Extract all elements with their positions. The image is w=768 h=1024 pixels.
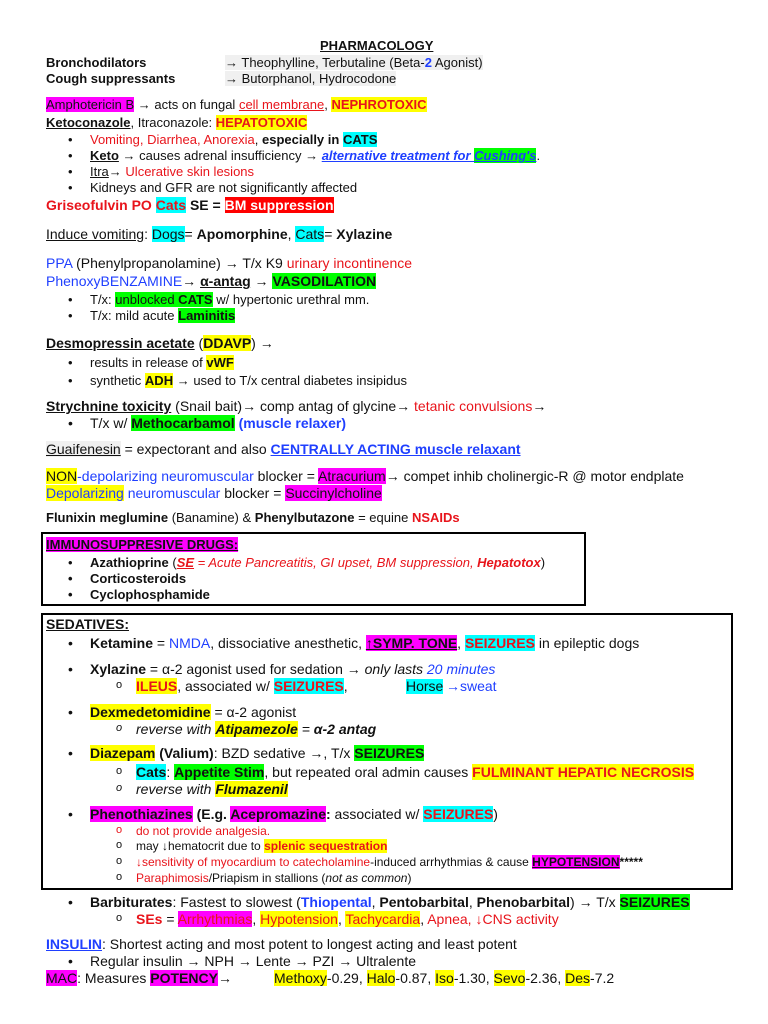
barb-mid: : Fastest to slowest ( xyxy=(172,894,301,910)
sed-dexmed-sub xyxy=(136,722,376,737)
phenoxy-arrow2: → xyxy=(250,273,273,289)
sed-diaz-sub2 xyxy=(136,782,288,797)
sed-ketamine xyxy=(90,636,639,651)
dexmed-sub-pre: reverse with xyxy=(136,721,216,737)
keto-b2-dot: . xyxy=(536,148,541,163)
diaz-colon: : xyxy=(166,764,175,780)
keto-b2-cushings: Cushing's xyxy=(474,148,537,163)
barb-tachy: Tachycardia xyxy=(345,911,421,927)
keto-rest: , Itraconazole: xyxy=(130,115,216,130)
keto-bullet-2 xyxy=(90,148,540,163)
pheno-name: Phenothiazines xyxy=(90,806,193,822)
nephrotoxic-label: NEPHROTOXIC xyxy=(331,97,427,112)
depolarizing-line xyxy=(46,486,382,501)
mac-v5: -7.2 xyxy=(590,970,615,986)
ddavp-b2-adh: ADH xyxy=(144,373,174,388)
barb-seiz: SEIZURES xyxy=(619,894,690,910)
ampho-target: cell membrane xyxy=(238,97,325,112)
keto-b2-keto: Keto xyxy=(90,148,119,163)
diaz-mid: , but repeated oral admin causes xyxy=(264,764,473,780)
ppa-red: urinary incontinence xyxy=(286,255,413,271)
barb-c1: , xyxy=(252,911,261,927)
keto-bullet-3 xyxy=(90,164,254,179)
mac-sevo: Sevo xyxy=(493,970,526,986)
pheno-s2-pre: may ↓hematocrit due to xyxy=(136,839,265,853)
keto-b1-cats: CATS xyxy=(342,132,378,147)
pheno-stars: ***** xyxy=(619,855,643,869)
xylazine-only: only lasts xyxy=(364,661,427,677)
pheno-s4-close: ) xyxy=(407,871,412,885)
insulin-name: INSULIN xyxy=(46,936,102,952)
barb-s2: , xyxy=(468,894,477,910)
insulin-post: : Shortest acting and most potent to longest acting and least potent xyxy=(102,936,517,952)
mac-v1: -0.29, xyxy=(326,970,367,986)
vomit-cats: Cats xyxy=(295,226,325,242)
nondep-blocker: blocker = xyxy=(253,468,318,484)
ppa-desc: (Phenylpropanolamine) → T/x K9 xyxy=(72,255,287,271)
phenoxy-b1-cats: CATS xyxy=(174,292,213,307)
sed-pheno xyxy=(90,807,498,822)
keto-b1-bold: especially in xyxy=(262,132,343,147)
diaz-sub2-pre: reverse with xyxy=(136,781,216,797)
ketamine-eq: = xyxy=(153,635,169,651)
ddavp-b2-post: → used to T/x central diabetes insipidus xyxy=(173,373,407,388)
sed-dexmed xyxy=(90,705,296,720)
nondep-nm: neuromuscular xyxy=(161,468,254,484)
nsaid-red: NSAIDs xyxy=(411,510,460,525)
barb-apnea: Apnea, ↓CNS activity xyxy=(427,911,559,927)
vomit-colon: : xyxy=(144,226,152,242)
strychnine-line xyxy=(46,399,546,414)
aza-open: ( xyxy=(168,555,177,570)
griseo-se: SE = xyxy=(186,197,225,213)
pheno-hypo: HYPOTENSION xyxy=(532,855,620,869)
diazepam-valium: (Valium) xyxy=(155,745,214,761)
ketamine-mid: , dissociative anesthetic, xyxy=(210,635,366,651)
pheno-s3-mid: -induced arrhythmias & cause xyxy=(370,855,533,869)
ketoconazole-line xyxy=(46,115,307,130)
phenoxy-bullet-1 xyxy=(90,292,369,307)
mac-des: Des xyxy=(565,970,591,986)
phenoxy-b1-pre: T/x: xyxy=(90,292,116,307)
griseo-bm: BM suppression xyxy=(224,197,334,213)
pheno-splen: splenic sequestration xyxy=(264,839,388,853)
nondep-dep: -depolarizing xyxy=(77,468,162,484)
aza-eq: = xyxy=(194,555,209,570)
phenoxy-arrow: → xyxy=(182,273,201,289)
dexmed-atip: Atipamezole xyxy=(215,721,298,737)
strych-mid: (Snail bait)→ comp antag of glycine→ xyxy=(171,398,415,414)
strych-red: tetanic convulsions xyxy=(414,398,533,414)
sed-diazepam xyxy=(90,746,424,761)
mac-halo: Halo xyxy=(366,970,396,986)
barb-pento: Pentobarbital xyxy=(379,894,469,910)
barb-ses: SEs xyxy=(136,911,163,927)
mac-v3: -1.30, xyxy=(453,970,494,986)
xyl-sweat: →sweat xyxy=(446,678,497,694)
mac-methoxy: Methoxy xyxy=(274,970,327,986)
dexmed-antag: α-2 antag xyxy=(313,721,377,737)
barb-post: ) → T/x xyxy=(570,894,620,910)
phenoxy-name: PhenoxyBENZAMINE xyxy=(46,273,183,289)
xyl-ileus: ILEUS xyxy=(136,678,178,694)
vomit-xylazine: Xylazine xyxy=(336,226,393,242)
mac-line xyxy=(46,970,615,986)
diazepam-mid: : BZD sedative →, T/x xyxy=(213,745,355,761)
phenoxy-line xyxy=(46,274,376,289)
dep-dep: Depolarizing xyxy=(46,485,124,501)
aza-hep: Hepatotox xyxy=(477,555,541,570)
sed-diaz-sub1 xyxy=(136,765,694,780)
pheno-not: not as common xyxy=(325,871,408,885)
phenoxy-b1-post: w/ hypertonic urethral mm. xyxy=(212,292,370,307)
bronchodilators-value xyxy=(225,55,483,70)
nondep-non: NON xyxy=(46,468,78,484)
keto-b2-alt: alternative treatment for xyxy=(321,148,475,163)
nsaid-mid2: = equine xyxy=(354,510,412,525)
mac-v4: -2.36, xyxy=(525,970,566,986)
nondepolarizing-line xyxy=(46,469,684,484)
barbiturates-line xyxy=(90,895,690,910)
griseo-name: Griseofulvin PO xyxy=(46,197,156,213)
diaz-app: Appetite Stim xyxy=(174,764,265,780)
diazepam-name: Diazepam xyxy=(90,745,156,761)
nsaid-mid1: (Banamine) & xyxy=(168,510,255,525)
cough-line xyxy=(46,71,397,86)
pheno-rest: /Priapism in stallions ( xyxy=(208,871,326,885)
barb-name: Barbiturates xyxy=(90,894,173,910)
mac-mid: : Measures xyxy=(77,970,151,986)
ddavp-open: ( xyxy=(194,335,204,351)
pheno-seiz: SEIZURES xyxy=(423,806,494,822)
keto-b3-itra: Itra xyxy=(90,164,109,179)
barb-hypo: Hypotension xyxy=(260,911,338,927)
keto-b2-text: causes adrenal insufficiency → xyxy=(139,148,322,163)
ketoconazole-name: Ketoconazole xyxy=(46,115,131,130)
dep-nm: neuromuscular xyxy=(127,485,221,501)
barb-thio: Thiopental xyxy=(300,894,372,910)
nondep-drug: Atracurium xyxy=(318,468,386,484)
barb-s1: , xyxy=(371,894,380,910)
diaz-cats: Cats xyxy=(136,764,167,780)
xyl-horse: Horse xyxy=(406,678,444,694)
keto-b3-arrow: → xyxy=(108,164,126,179)
griseofulvin-line xyxy=(46,198,334,213)
keto-bullet-4: • Kidneys and GFR are not significantly affected xyxy=(90,180,357,195)
dexmed-sub-post: = xyxy=(297,721,314,737)
guaifenesin-line xyxy=(46,442,521,457)
mac-iso: Iso xyxy=(435,970,454,986)
aza-close: ) xyxy=(540,555,546,570)
ddavp-b1-pre: results in release of xyxy=(90,355,207,370)
pheno-assoc: associated w/ xyxy=(330,806,424,822)
strychnine-bullet-1 xyxy=(90,416,346,431)
keto-b1-sep: , xyxy=(254,132,262,147)
xylazine-mid: = α-2 agonist used for sedation → xyxy=(146,661,365,677)
ddavp-close: ) → xyxy=(251,335,274,351)
mac-values xyxy=(274,971,614,986)
vasodilation-label: VASODILATION xyxy=(272,273,377,289)
dexmed-post: = α-2 agonist xyxy=(210,704,297,720)
phenoxy-b1-unblocked: unblocked xyxy=(115,292,175,307)
insulin-line xyxy=(46,937,517,952)
ppa-name: PPA xyxy=(46,255,73,271)
barb-c2: , xyxy=(337,911,346,927)
vomit-apo: Apomorphine xyxy=(196,226,288,242)
keto-b3-red: Ulcerative skin lesions xyxy=(125,164,255,179)
diazepam-seiz: SEIZURES xyxy=(354,745,425,761)
sed-pheno-s2 xyxy=(136,839,387,854)
mac-name: MAC xyxy=(46,970,78,986)
ketamine-seiz: SEIZURES xyxy=(464,635,535,651)
ddavp-bullet-1 xyxy=(90,355,234,370)
barbiturates-sub xyxy=(136,912,559,927)
pheno-ace: Acepromazine xyxy=(230,806,326,822)
ddavp-name: Desmopressin acetate xyxy=(46,335,195,351)
ketamine-symp: ↑SYMP. TONE xyxy=(365,635,458,651)
diaz-flu: Flumazenil xyxy=(215,781,288,797)
ddavp-b2-pre: synthetic xyxy=(90,373,145,388)
ppa-line xyxy=(46,256,412,271)
dep-blocker: blocker = xyxy=(220,485,286,501)
amphotericin-name: Amphotericin B xyxy=(46,97,135,112)
strych-name: Strychnine toxicity xyxy=(46,398,172,414)
ddavp-abbr: DDAVP xyxy=(203,335,252,351)
vomit-eq1: = xyxy=(184,226,197,242)
immuno-aza xyxy=(90,555,545,570)
guaif-mid: = expectorant and also xyxy=(120,441,271,457)
ketamine-post: in epileptic dogs xyxy=(534,635,640,651)
pheno-colon: : xyxy=(325,806,331,822)
sed-xylazine-sub xyxy=(136,678,497,694)
mac-potency: POTENCY xyxy=(150,970,218,986)
hepatotoxic-label: HEPATOTOXIC xyxy=(215,115,308,130)
phenoxy-b2-pre: T/x: mild acute xyxy=(90,308,179,323)
ampho-mid: → acts on fungal xyxy=(134,97,239,112)
vomit-eq2: = xyxy=(324,226,337,242)
ddavp-b1-vwf: vWF xyxy=(206,355,234,370)
cough-label: Cough suppressants xyxy=(46,71,176,86)
xyl-seiz: SEIZURES xyxy=(273,678,344,694)
pheno-eg: (E.g. xyxy=(192,806,231,822)
phenoxy-b2-laminitis: Laminitis xyxy=(178,308,236,323)
guaif-name: Guaifenesin xyxy=(46,441,121,457)
vomiting-line xyxy=(46,227,392,242)
xyl-comma: , xyxy=(343,678,348,694)
pheno-para: Paraphimosis xyxy=(136,871,209,885)
vomit-dogs: Dogs xyxy=(151,226,185,242)
bronch-post: Agonist) xyxy=(431,55,483,70)
pheno-s3-red: ↓sensitivity of myocardium to catecholamine xyxy=(136,855,371,869)
ketamine-name: Ketamine xyxy=(90,635,154,651)
aza-red: Acute Pancreatitis, GI upset, BM suppression, xyxy=(208,555,478,570)
xylazine-name: Xylazine xyxy=(90,661,147,677)
barb-eq: = xyxy=(162,911,178,927)
amphotericin-line xyxy=(46,97,427,112)
barb-pheno: Phenobarbital xyxy=(476,894,571,910)
sed-pheno-s3 xyxy=(136,855,643,870)
bronchodilators-label: Bronchodilators xyxy=(46,55,147,70)
dexmed-name: Dexmedetomidine xyxy=(90,704,211,720)
ddavp-line xyxy=(46,336,274,351)
strych-b1-pre: T/x w/ xyxy=(90,415,132,431)
griseo-cats: Cats xyxy=(155,197,187,213)
guaif-blue: CENTRALLY ACTING muscle relaxant xyxy=(270,441,521,457)
ddavp-bullet-2 xyxy=(90,373,407,388)
bronch-pre: → Theophylline, Terbutaline (Beta- xyxy=(225,55,425,70)
aza-name: Azathioprine xyxy=(90,555,169,570)
page-title: PHARMACOLOGY xyxy=(320,38,434,53)
dep-drug: Succinylcholine xyxy=(285,485,382,501)
nsaid-line xyxy=(46,510,460,525)
sed-pheno-s4 xyxy=(136,871,411,886)
mac-v2: -0.87, xyxy=(395,970,436,986)
keto-b2-arrow: → xyxy=(118,148,140,163)
immuno-cortico: • Corticosteroids xyxy=(90,571,186,586)
keto-b1-red: Vomiting, Diarrhea, Anorexia xyxy=(90,132,255,147)
sed-pheno-s1: o do not provide analgesia. xyxy=(136,824,270,839)
nondep-post: → compet inhib cholinergic-R @ motor endplate xyxy=(385,468,684,484)
pheno-close: ) xyxy=(493,806,498,822)
bronchodilators-line xyxy=(46,55,483,70)
strych-arrow: → xyxy=(532,398,547,414)
immuno-cyclo: • Cyclophosphamide xyxy=(90,587,210,602)
insulin-bullet-1: • Regular insulin → NPH → Lente → PZI → Ultralente xyxy=(90,954,416,969)
ketamine-nmda: NMDA xyxy=(169,635,211,651)
immuno-title: IMMUNOSUPPRESIVE DRUGS: xyxy=(46,537,239,552)
cough-value: → Butorphanol, Hydrocodone xyxy=(225,71,397,86)
barb-arr: Arrhythmias xyxy=(177,911,253,927)
phenoxy-bullet-2 xyxy=(90,308,235,323)
keto-bullet-1 xyxy=(90,132,377,147)
ketamine-sep: , xyxy=(457,635,465,651)
nsaid-flunixin: Flunixin meglumine xyxy=(46,510,169,525)
sedatives-title: SEDATIVES: xyxy=(46,616,129,632)
beta-2-number: 2 xyxy=(424,55,432,70)
mac-arrow: → xyxy=(217,970,232,986)
strych-b1-post: (muscle relaxer) xyxy=(234,415,346,431)
vomit-sep: , xyxy=(287,226,296,242)
ampho-sep: , xyxy=(324,97,332,112)
barb-c3: , xyxy=(420,911,428,927)
vomit-induce: Induce vomiting xyxy=(46,226,145,242)
aza-se: SE xyxy=(176,555,195,570)
diaz-fhn: FULMINANT HEPATIC NECROSIS xyxy=(472,764,695,780)
xylazine-min: 20 minutes xyxy=(426,661,496,677)
phenoxy-antag: α-antag xyxy=(200,273,251,289)
strych-b1-meth: Methocarbamol xyxy=(131,415,235,431)
xyl-assoc: , associated w/ xyxy=(177,678,274,694)
nsaid-phenyl: Phenylbutazone xyxy=(254,510,355,525)
sed-xylazine xyxy=(90,662,495,677)
